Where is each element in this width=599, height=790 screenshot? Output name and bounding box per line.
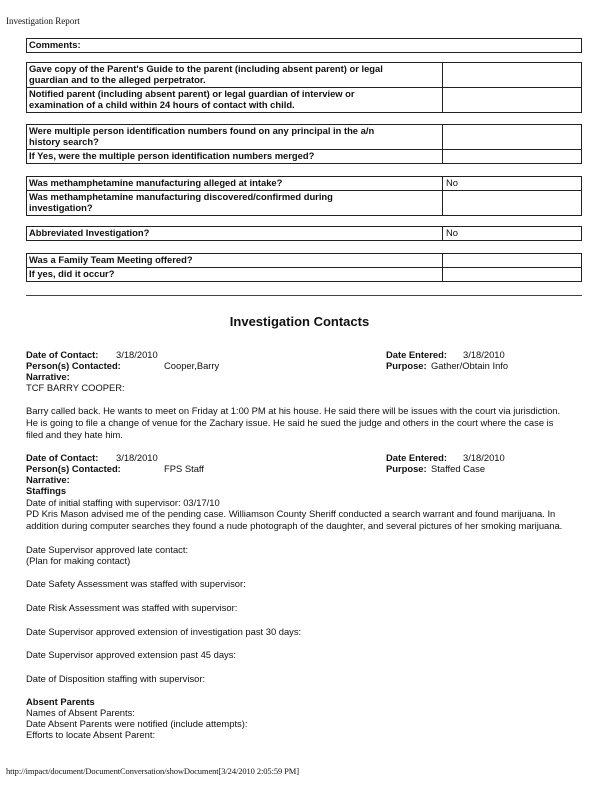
answer-cell [443,268,581,281]
late-contact-line: Date Supervisor approved late contact: [26,544,189,555]
date-entered-value: 3/18/2010 [463,349,505,360]
family-meeting-table [26,253,582,282]
question-cell: Abbreviated Investigation? [27,227,443,240]
absent-parents-efforts: Efforts to locate Absent Parent: [26,729,156,740]
narrative-label: Narrative: [26,371,70,382]
date-entered-label: Date Entered: [386,349,447,360]
purpose-label: Purpose: [386,463,427,474]
date-of-contact-value: 3/18/2010 [116,349,158,360]
persons-contacted-value: Cooper,Barry [164,360,220,371]
persons-contacted-label: Person(s) Contacted: [26,463,121,474]
disposition-line: Date of Disposition staffing with supervisor: [26,673,206,684]
question-cell: If yes, did it occur? [27,268,443,281]
answer-cell [443,125,581,149]
answer-cell [443,191,581,215]
purpose-value: Staffed Case [431,463,486,474]
purpose-label: Purpose: [386,360,427,371]
narrative-body: Barry called back. He wants to meet on Friday at 1:00 PM at his house. He said there will be issues with the court via jurisdiction. He is going to file a change of venue for the Zachary issue. He said he sued the judge and others in the court where the case is filed and they hate him. [26,405,561,440]
initial-staffing: Date of initial staffing with supervisor: 03/17/10 [26,497,220,508]
date-entered-value: 3/18/2010 [463,452,505,463]
question-cell: Was methamphetamine manufacturing alleged at intake? [27,177,443,190]
table-row [27,149,581,163]
risk-assessment-line: Date Risk Assessment was staffed with supervisor: [26,602,238,613]
table-row [27,227,581,240]
date-of-contact-label: Date of Contact: [26,349,99,360]
contact-entry [26,452,582,752]
persons-contacted-label: Person(s) Contacted: [26,360,121,371]
question-cell: Gave copy of the Parent's Guide to the parent (including absent parent) or legal guardian and to the alleged perpetrator. [27,63,443,87]
parent-guide-table [26,62,582,113]
absent-parents-names: Names of Absent Parents: [26,707,135,718]
answer-cell [443,63,581,87]
page-footer-url: http://impact/document/DocumentConversation/showDocument[3/24/2010 2:05:59 PM] [6,766,299,776]
table-row [27,177,581,190]
question-cell: Was methamphetamine manufacturing discovered/confirmed during investigation? [27,191,443,215]
safety-assessment-line: Date Safety Assessment was staffed with supervisor: [26,578,246,589]
answer-cell: No [446,227,458,238]
question-cell: Notified parent (including absent parent) or legal guardian of interview or examination of a child within 24 hours of contact with child. [27,88,443,112]
question-cell: Was a Family Team Meeting offered? [27,254,443,267]
table-row [27,267,581,281]
answer-cell [443,150,581,163]
purpose-value: Gather/Obtain Info [431,360,509,371]
table-row [27,254,581,267]
date-entered-label: Date Entered: [386,452,447,463]
absent-parents-label: Absent Parents [26,696,95,707]
question-cell: If Yes, were the multiple person identification numbers merged? [27,150,443,163]
methamphetamine-table [26,176,582,216]
narrative-label: Narrative: [26,474,70,485]
absent-parents-notified: Date Absent Parents were notified (include attempts): [26,718,248,729]
table-row [27,125,581,149]
plan-contact-line: (Plan for making contact) [26,555,131,566]
staffings-label: Staffings [26,485,67,496]
persons-contacted-value: FPS Staff [164,463,204,474]
person-id-table [26,124,582,164]
section-divider [26,295,582,296]
narrative-line: TCF BARRY COOPER: [26,382,125,393]
answer-cell: No [446,177,458,188]
narrative-body: PD Kris Mason advised me of the pending case. Williamson County Sheriff conducted a search warrant and found marijuana. In addition during computer searches they found a nude photograph of the daughter, and several pictures of her smoking marijuana. [26,508,563,531]
answer-cell [443,254,581,267]
page-header: Investigation Report [6,16,80,26]
extension-45-line: Date Supervisor approved extension past 45 days: [26,649,237,660]
table-row [27,63,581,87]
contact-entry [26,349,582,449]
date-of-contact-label: Date of Contact: [26,452,99,463]
question-cell: Were multiple person identification numbers found on any principal in the a/n history search? [27,125,443,149]
table-row [27,87,581,112]
comments-table [26,38,582,53]
section-title: Investigation Contacts [229,314,370,329]
extension-30-line: Date Supervisor approved extension of investigation past 30 days: [26,626,302,637]
table-row [27,190,581,215]
comments-label: Comments: [29,39,81,50]
date-of-contact-value: 3/18/2010 [116,452,158,463]
answer-cell [443,88,581,112]
abbreviated-table [26,226,582,241]
